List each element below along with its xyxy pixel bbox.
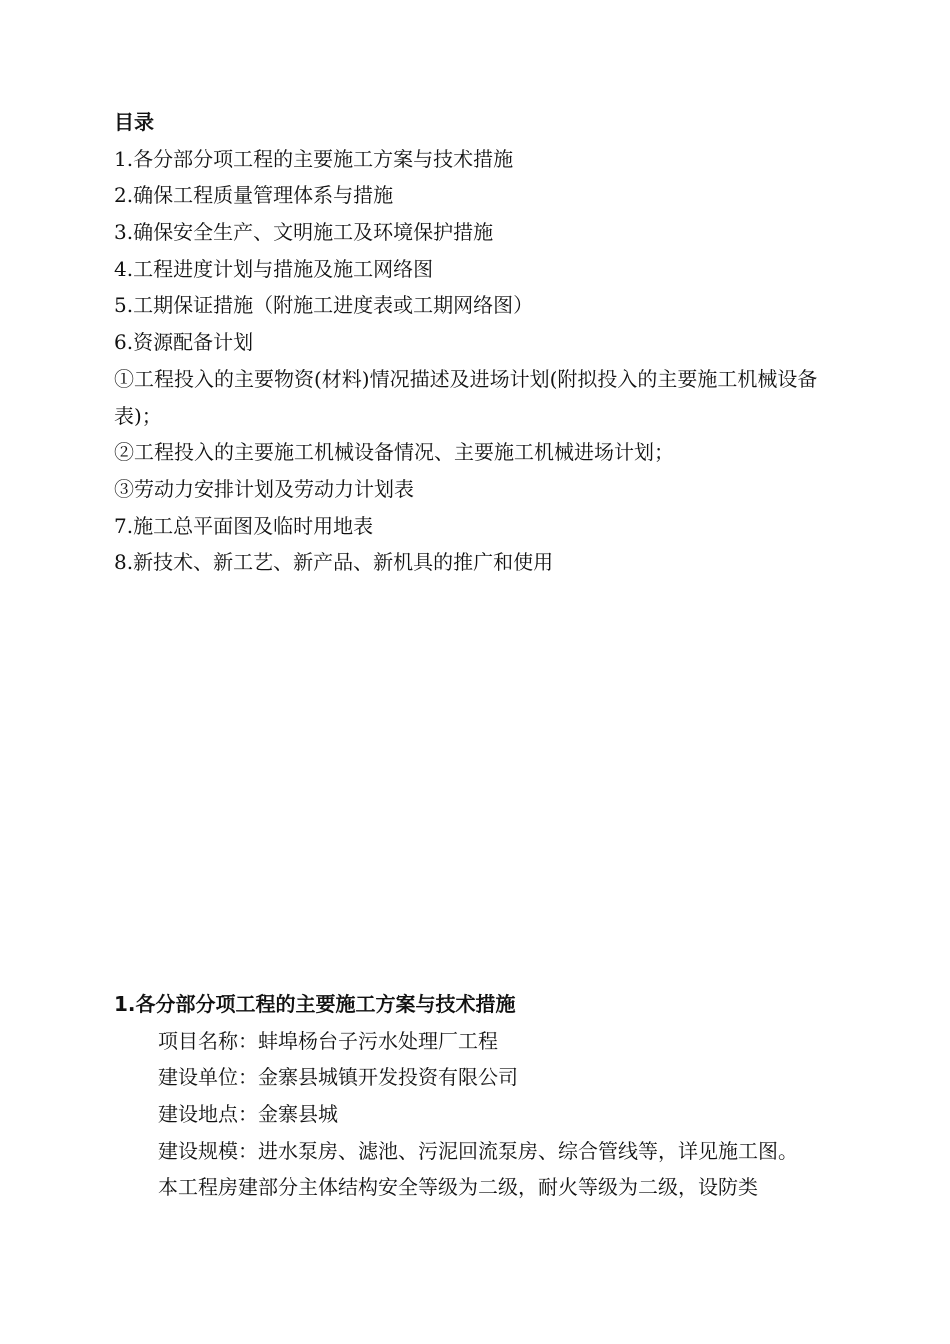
toc-item-8: 8.新技术、新工艺、新产品、新机具的推广和使用 [114,550,554,575]
toc-item-5: 5.工期保证措施（附施工进度表或工期网络图） [114,293,534,318]
project-name: 项目名称：蚌埠杨台子污水处理厂工程 [158,1028,498,1053]
toc-item-7: 7.施工总平面图及临时用地表 [114,513,374,538]
section-heading: 1.各分部分项工程的主要施工方案与技术措施 [114,992,516,1016]
build-scale: 建设规模：进水泵房、滤池、污泥回流泵房、综合管线等，详见施工图。 [158,1138,798,1163]
toc-item-2: 2.确保工程质量管理体系与措施 [114,183,394,208]
toc-title: 目录 [114,110,154,134]
toc-subitem-3: ③劳动力安排计划及劳动力计划表 [114,476,414,501]
toc-subitem-2: ②工程投入的主要施工机械设备情况、主要施工机械进场计划； [114,440,674,465]
section-1 [114,986,838,1206]
toc-item-3: 3.确保安全生产、文明施工及环境保护措施 [114,220,494,245]
toc-subitem-1: ①工程投入的主要物资(材料)情况描述及进场计划(附拟投入的主要施工机械设备表)； [114,366,818,428]
toc-item-6: 6.资源配备计划 [114,330,254,355]
toc-item-1: 1.各分部分项工程的主要施工方案与技术措施 [114,146,514,171]
builder-unit: 建设单位：金寨县城镇开发投资有限公司 [158,1065,518,1090]
build-location: 建设地点：金寨县城 [158,1102,338,1127]
table-of-contents [114,104,838,581]
paragraph-1: 本工程房建部分主体结构安全等级为二级，耐火等级为二级，设防类 [158,1175,758,1200]
toc-item-4: 4.工程进度计划与措施及施工网络图 [114,256,434,281]
